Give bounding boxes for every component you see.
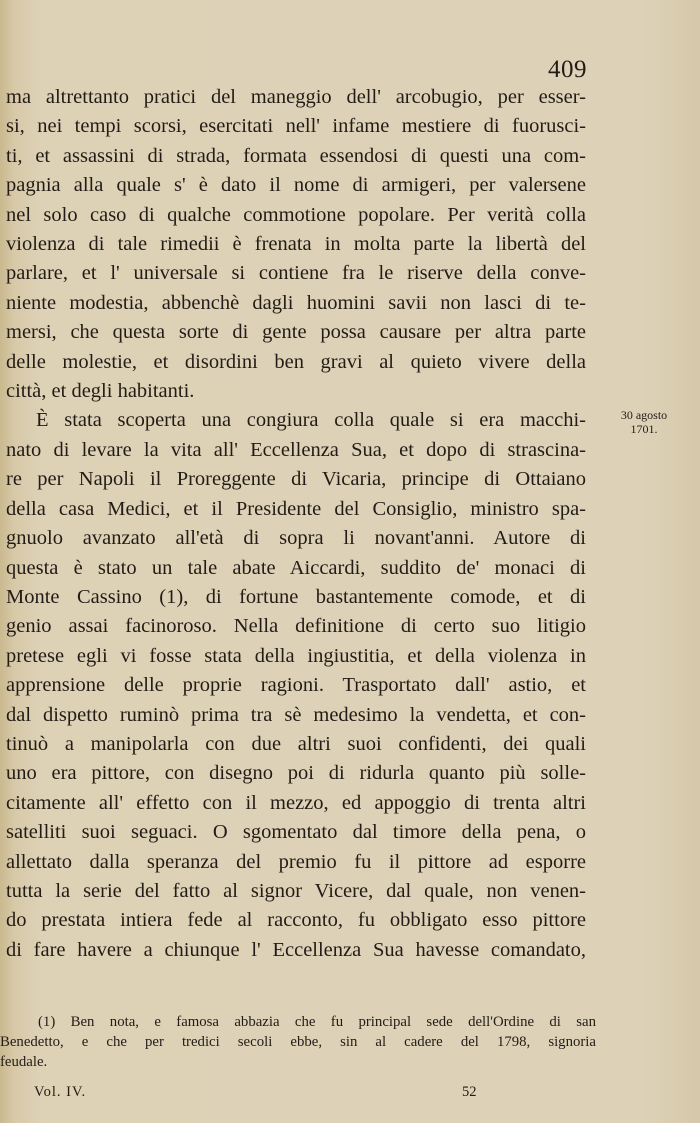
text-line: allettato dalla speranza del premio fu il pittore ad esporre xyxy=(6,850,586,873)
text-line: si, nei tempi scorsi, esercitati nell' infame mestiere di fuorusci- xyxy=(6,115,586,138)
text-line: apprensione delle proprie ragioni. Trasportato dall' astio, et xyxy=(6,674,586,697)
text-line: Monte Cassino (1), di fortune bastantemente comode, et di xyxy=(6,585,586,608)
margin-note-date: 30 agosto xyxy=(620,408,668,422)
body-text xyxy=(6,83,586,965)
text-line: citamente all' effetto con il mezzo, ed appoggio di trenta altri xyxy=(6,791,586,814)
text-line: dal dispetto ruminò prima tra sè medesimo la vendetta, et con- xyxy=(6,703,586,726)
margin-note-year: 1701. xyxy=(630,422,658,436)
text-line: tutta la serie del fatto al signor Vicere, dal quale, non venen- xyxy=(6,879,586,902)
text-line: mersi, che questa sorte di gente possa causare per altra parte xyxy=(6,321,586,344)
text-line: questa è stato un tale abate Aiccardi, suddito de' monaci di xyxy=(6,556,586,579)
text-line: genio assai facinoroso. Nella definitione di certo suo litigio xyxy=(6,615,586,638)
text-line: niente modestia, abbenchè dagli huomini savii non lasci di te- xyxy=(6,291,586,314)
text-line: satelliti suoi seguaci. O sgomentato dal timore della pena, o xyxy=(6,821,586,844)
text-line: re per Napoli il Proreggente di Vicaria, principe di Ottaiano xyxy=(6,468,586,491)
text-line: uno era pittore, con disegno poi di ridurla quanto più solle- xyxy=(6,762,586,785)
text-line: nato di levare la vita all' Eccellenza Sua, et dopo di strascina- xyxy=(6,438,586,461)
text-line: nel solo caso di qualche commotione popolare. Per verità colla xyxy=(6,203,586,226)
footnote-line: (1) Ben nota, e famosa abbazia che fu principal sede dell'Ordine di san xyxy=(38,1014,596,1030)
footnote-line: Benedetto, e che per tredici secoli ebbe, sin al cadere del 1798, signoria xyxy=(0,1034,596,1050)
text-line-paragraph-start: È stata scoperta una congiura colla quale si era macchi- xyxy=(36,409,586,432)
text-line: ma altrettanto pratici del maneggio dell' arcobugio, per esser- xyxy=(6,86,586,108)
text-line: pretese egli vi fosse stata della ingiustitia, et della violenza in xyxy=(6,644,586,667)
footnote-line: feudale. xyxy=(0,1054,48,1070)
text-line: pagnia alla quale s' è dato il nome di armigeri, per valersene xyxy=(6,174,586,197)
text-line: città, et degli habitanti. xyxy=(6,380,195,403)
text-line: gnuolo avanzato all'età di sopra li novant'anni. Autore di xyxy=(6,527,586,550)
page-number: 409 xyxy=(548,56,587,83)
margin-date-note xyxy=(592,408,696,436)
text-line: tinuò a manipolarla con due altri suoi confidenti, dei quali xyxy=(6,732,586,755)
text-line: ti, et assassini di strada, formata essendosi di questi una com- xyxy=(6,144,586,167)
footnote xyxy=(0,1012,596,1072)
printer-signature xyxy=(0,1078,700,1102)
text-line: do prestata intiera fede al racconto, fu obbligato esso pittore xyxy=(6,909,586,932)
text-line: delle molestie, et disordini ben gravi al quieto vivere della xyxy=(6,350,586,373)
volume-label: Vol. IV. xyxy=(34,1084,87,1100)
sheet-number: 52 xyxy=(462,1084,477,1100)
text-line: parlare, et l' universale si contiene fra le riserve della conve- xyxy=(6,262,586,285)
text-line: di fare havere a chiunque l' Eccellenza Sua havesse comandato, xyxy=(6,938,586,961)
text-line: violenza di tale rimedii è frenata in molta parte la libertà del xyxy=(6,233,586,256)
text-line: della casa Medici, et il Presidente del Consiglio, ministro spa- xyxy=(6,497,586,520)
